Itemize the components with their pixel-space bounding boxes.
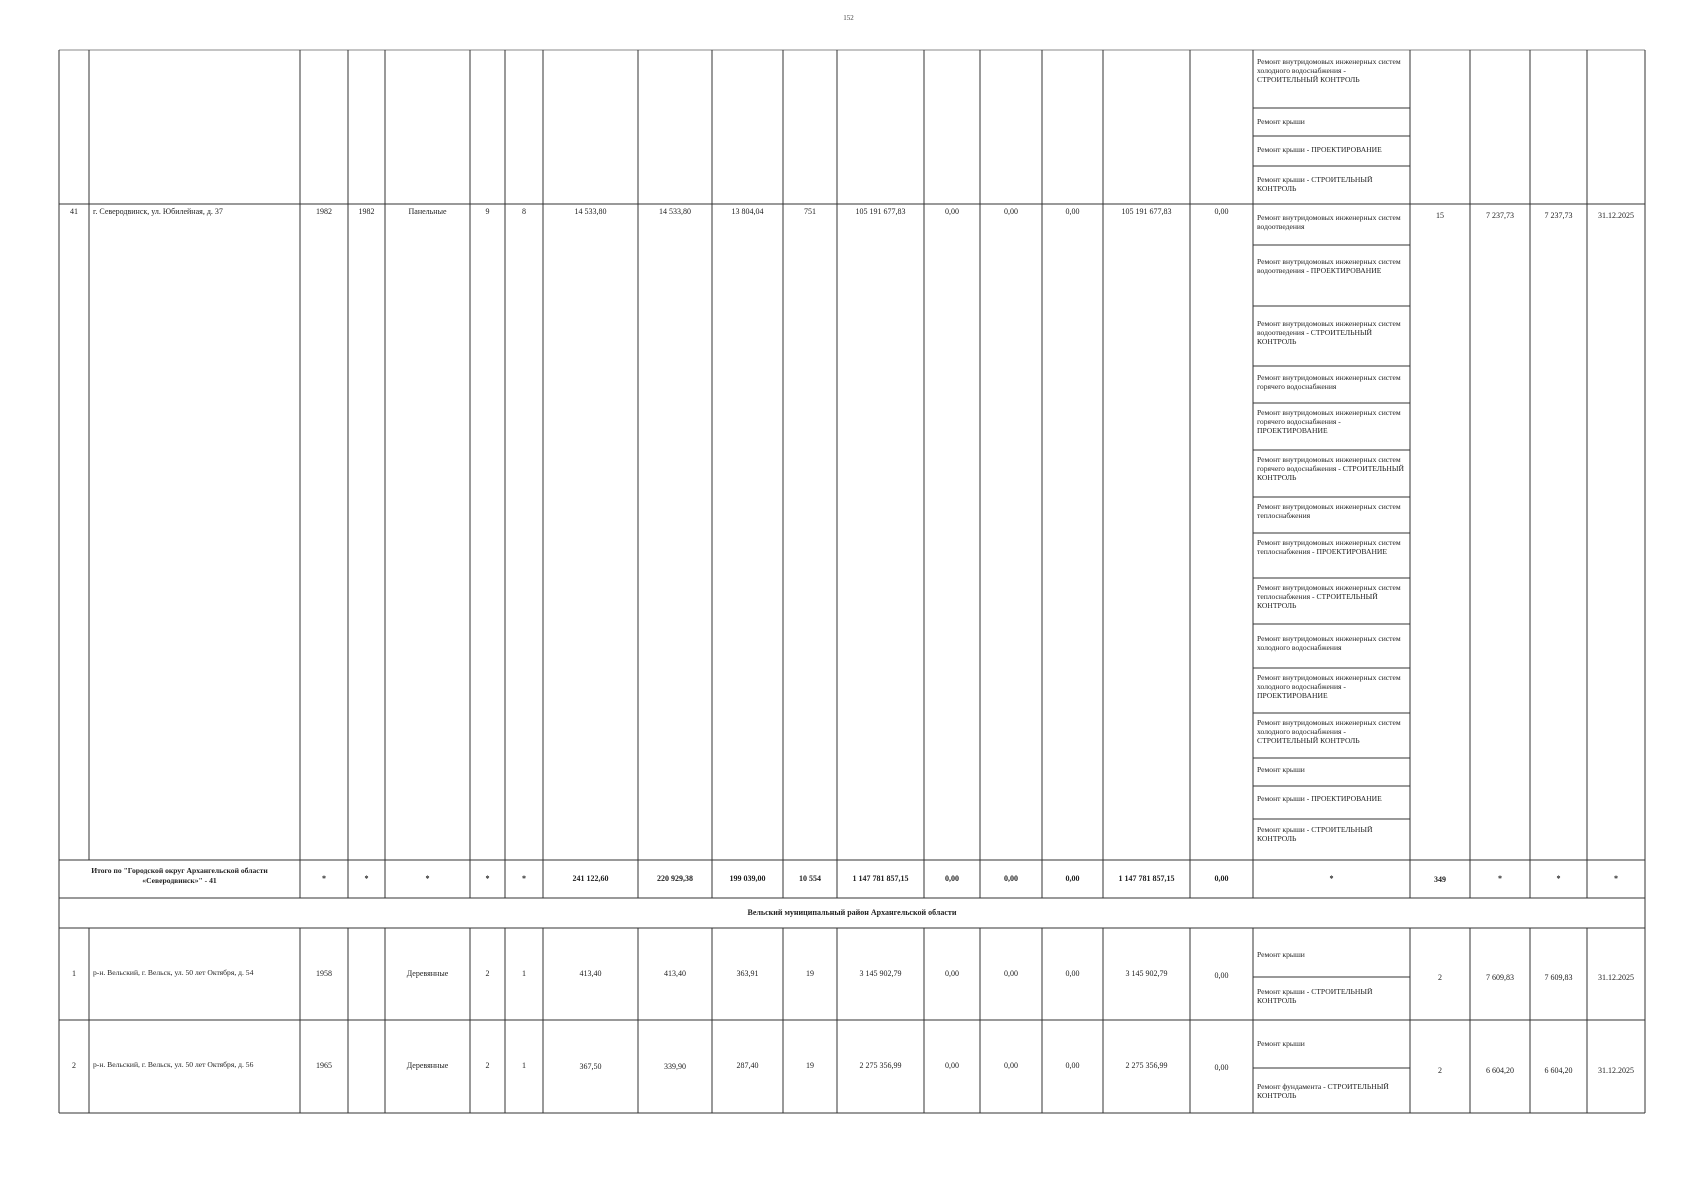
row41-work-13: Ремонт крыши	[1257, 766, 1305, 774]
continued-work-4: Ремонт крыши - СТРОИТЕЛЬНЫЙ КОНТРОЛЬ	[1257, 176, 1373, 193]
rowV1-cost-local: 0,00	[1065, 969, 1080, 978]
row41-work-7: Ремонт внутридомовых инженерных систем теплоснабжения	[1257, 503, 1401, 520]
row41-work-4: Ремонт внутридомовых инженерных систем горячего водоснабжения	[1257, 374, 1401, 391]
continued-work-1: Ремонт внутридомовых инженерных систем холодного водоснабжения - СТРОИТЕЛЬНЫЙ КОНТРОЛЬ	[1257, 58, 1401, 84]
row41-work-2: Ремонт внутридомовых инженерных систем водоотведения - ПРОЕКТИРОВАНИЕ	[1257, 258, 1401, 275]
rowV2-address: р-н. Вельский, г. Вельск, ул. 50 лет Октября, д. 56	[93, 1060, 254, 1069]
total-star-2: *	[364, 874, 369, 883]
total-work-count: 349	[1434, 875, 1446, 884]
row41-work-6: Ремонт внутридомовых инженерных систем горячего водоснабжения - СТРОИТЕЛЬНЫЙ КОНТРОЛЬ	[1257, 456, 1404, 482]
total-star-4: *	[485, 874, 490, 883]
rowV1-work-1: Ремонт крыши	[1257, 951, 1305, 959]
row41-area-premises: 14 533,80	[659, 207, 691, 216]
rowV2-area-residential: 287,40	[736, 1061, 759, 1070]
section-title: Вельский муниципальный район Архангельской области	[747, 908, 957, 917]
rowV2-work-count: 2	[1438, 1066, 1442, 1075]
rowV1-cost-owners: 3 145 902,79	[1125, 969, 1168, 978]
row41-year-commission: 1982	[358, 207, 375, 216]
total-label-line2: «Северодвинск»" - 41	[142, 876, 217, 885]
rowV2-work-1: Ремонт крыши	[1257, 1040, 1305, 1048]
total-label-line1: Итого по "Городской округ Архангельской области	[91, 866, 268, 875]
rowV1-area-residential: 363,91	[736, 969, 759, 978]
total-star-limit: *	[1556, 874, 1561, 883]
row41-deadline: 31.12.2025	[1598, 211, 1634, 220]
rowV1-cost-total: 3 145 902,79	[859, 969, 902, 978]
row41-cost-region: 0,00	[1004, 207, 1018, 216]
row41-address: г. Северодвинск, ул. Юбилейная, д. 37	[93, 207, 223, 216]
row41-cost-total: 105 191 677,83	[855, 207, 906, 216]
rowV2-num: 2	[72, 1061, 76, 1070]
rowV2-area-premises: 339,90	[664, 1062, 686, 1071]
total-star-1: *	[322, 874, 326, 883]
row41-work-14: Ремонт крыши - ПРОЕКТИРОВАНИЕ	[1257, 795, 1382, 803]
rowV2-cost-total: 2 275 356,99	[859, 1061, 902, 1070]
rowV1-area-premises: 413,40	[664, 969, 686, 978]
row41-work-8: Ремонт внутридомовых инженерных систем теплоснабжения - ПРОЕКТИРОВАНИЕ	[1257, 539, 1401, 556]
rowV1-work-count: 2	[1438, 973, 1442, 982]
rowV2-deadline: 31.12.2025	[1598, 1066, 1634, 1075]
row41-work-15: Ремонт крыши - СТРОИТЕЛЬНЫЙ КОНТРОЛЬ	[1257, 826, 1373, 843]
row41-cost-local: 0,00	[1065, 207, 1080, 216]
row41-work-3: Ремонт внутридомовых инженерных систем водоотведения - СТРОИТЕЛЬНЫЙ КОНТРОЛЬ	[1257, 320, 1401, 346]
total-total-area: 241 122,60	[572, 874, 609, 883]
rowV1-deadline: 31.12.2025	[1598, 973, 1634, 982]
rowV1-entrances: 1	[522, 969, 526, 978]
rowV1-unit-cost: 7 609,83	[1486, 973, 1514, 982]
rowV2-cost-other: 0,00	[1214, 1063, 1229, 1072]
rowV2-wall-material: Деревянные	[406, 1061, 449, 1070]
row41-work-9: Ремонт внутридомовых инженерных систем теплоснабжения - СТРОИТЕЛЬНЫЙ КОНТРОЛЬ	[1257, 584, 1401, 610]
row41-work-count: 15	[1436, 211, 1444, 220]
rowV1-limit-cost: 7 609,83	[1544, 973, 1573, 982]
total-cost-local: 0,00	[1065, 874, 1080, 883]
rowV1-year-built: 1958	[316, 969, 332, 978]
row41-year-built: 1982	[316, 207, 332, 216]
row41-unit-cost: 7 237,73	[1486, 211, 1514, 220]
rowV1-total-area: 413,40	[579, 969, 602, 978]
row41-total-area: 14 533,80	[574, 207, 607, 216]
total-star-deadline: *	[1614, 874, 1618, 883]
rowV2-limit-cost: 6 604,20	[1544, 1066, 1573, 1075]
row41-area-residential: 13 804,04	[731, 207, 764, 216]
total-cost-owners: 1 147 781 857,15	[1118, 874, 1175, 883]
continued-work-2: Ремонт крыши	[1257, 118, 1305, 126]
rowV1-cost-fund: 0,00	[945, 969, 959, 978]
rowV1-num: 1	[72, 969, 76, 978]
total-cost-region: 0,00	[1004, 874, 1018, 883]
rowV2-year-built: 1965	[316, 1061, 332, 1070]
row41-work-11: Ремонт внутридомовых инженерных систем холодного водоснабжения - ПРОЕКТИРОВАНИЕ	[1257, 674, 1401, 700]
row41-cost-other: 0,00	[1214, 207, 1229, 216]
total-residents: 10 554	[799, 874, 821, 883]
rowV2-cost-fund: 0,00	[945, 1061, 959, 1070]
row41-work-5: Ремонт внутридомовых инженерных систем горячего водоснабжения - ПРОЕКТИРОВАНИЕ	[1257, 409, 1401, 435]
rowV2-cost-region: 0,00	[1004, 1061, 1018, 1070]
rowV1-cost-region: 0,00	[1004, 969, 1018, 978]
rowV1-work-2: Ремонт крыши - СТРОИТЕЛЬНЫЙ КОНТРОЛЬ	[1257, 988, 1373, 1005]
row41-work-1: Ремонт внутридомовых инженерных систем водоотведения	[1257, 214, 1401, 231]
row41-work-12: Ремонт внутридомовых инженерных систем холодного водоснабжения - СТРОИТЕЛЬНЫЙ КОНТРОЛЬ	[1257, 719, 1401, 745]
continued-work-3: Ремонт крыши - ПРОЕКТИРОВАНИЕ	[1257, 146, 1382, 154]
rowV2-unit-cost: 6 604,20	[1486, 1066, 1514, 1075]
rowV1-cost-other: 0,00	[1214, 971, 1229, 980]
rowV2-floors: 2	[485, 1061, 490, 1070]
rowV2-residents: 19	[806, 1061, 814, 1070]
rowV1-floors: 2	[485, 969, 490, 978]
rowV2-total-area: 367,50	[579, 1062, 602, 1071]
row41-entrances: 8	[522, 207, 526, 216]
row41-wall-material: Панельные	[408, 207, 447, 216]
total-cost-total: 1 147 781 857,15	[852, 874, 909, 883]
total-area-premises: 220 929,38	[657, 874, 693, 883]
rowV2-cost-owners: 2 275 356,99	[1125, 1061, 1168, 1070]
rowV1-residents: 19	[806, 969, 814, 978]
total-star-works: *	[1329, 874, 1334, 883]
rowV2-entrances: 1	[522, 1061, 526, 1070]
rowV1-wall-material: Деревянные	[406, 969, 449, 978]
total-star-3: *	[425, 874, 430, 883]
total-area-residential: 199 039,00	[729, 874, 766, 883]
total-cost-other: 0,00	[1214, 874, 1229, 883]
row41-residents: 751	[804, 207, 816, 216]
row41-cost-owners: 105 191 677,83	[1121, 207, 1172, 216]
total-star-5: *	[522, 874, 526, 883]
rowV2-work-2: Ремонт фундамента - СТРОИТЕЛЬНЫЙ КОНТРОЛЬ	[1257, 1083, 1389, 1100]
rowV1-address: р-н. Вельский, г. Вельск, ул. 50 лет Октября, д. 54	[93, 968, 254, 977]
row41-cost-fund: 0,00	[945, 207, 959, 216]
row41-limit-cost: 7 237,73	[1544, 211, 1573, 220]
row41-work-10: Ремонт внутридомовых инженерных систем холодного водоснабжения	[1257, 635, 1401, 652]
rowV2-cost-local: 0,00	[1065, 1061, 1080, 1070]
total-cost-fund: 0,00	[945, 874, 959, 883]
page-number: 152	[843, 14, 854, 22]
row41-floors: 9	[485, 207, 490, 216]
total-star-unit: *	[1498, 874, 1502, 883]
row41-num: 41	[70, 207, 78, 216]
